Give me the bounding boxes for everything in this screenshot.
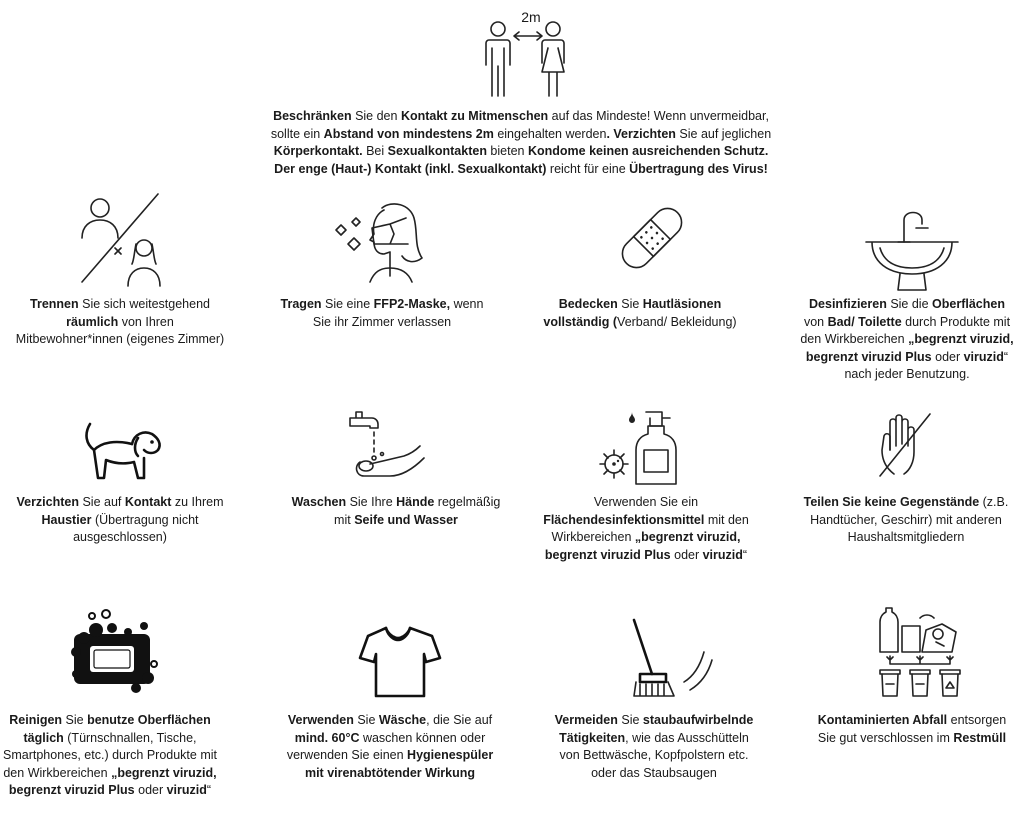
emphasis-text: Kondome keinen ausreichenden Schutz. Der enge (Haut-) Kontakt (inkl. Sexualkontakt) bbox=[274, 144, 769, 176]
body-text: (Übertragung nicht ausgeschlossen) bbox=[73, 512, 199, 544]
tip-clean-surfaces-text bbox=[2, 712, 218, 800]
broom-icon bbox=[624, 616, 716, 702]
emphasis-text: Wäsche bbox=[378, 713, 427, 727]
body-text: Sie bbox=[353, 713, 379, 727]
emphasis-text: räumlich bbox=[66, 314, 119, 329]
body-text: regelmäßig mit bbox=[334, 495, 501, 527]
emphasis-text: viruzid bbox=[963, 349, 1004, 364]
waste-bins-icon bbox=[874, 604, 966, 700]
body-text: Sie auf jeglichen bbox=[675, 126, 772, 141]
emphasis-text: „begrenzt viruzid, begrenzt viruzid Plus bbox=[8, 765, 217, 797]
body-text: oder bbox=[670, 547, 703, 562]
emphasis-text: Seife und Wasser bbox=[354, 512, 458, 527]
emphasis-text: . Verzichten bbox=[606, 126, 676, 141]
body-text: entsorgen Sie gut verschlossen im bbox=[817, 713, 1007, 745]
emphasis-text: Kontakt bbox=[124, 495, 172, 509]
tip-separate-text bbox=[14, 296, 226, 349]
emphasis-text: Desinfizieren bbox=[809, 297, 887, 311]
bandage-icon bbox=[614, 200, 690, 276]
body-text: Sie bbox=[617, 713, 643, 727]
tip-wash-hands-text bbox=[290, 494, 502, 529]
tip-mask-text bbox=[276, 296, 488, 331]
tip-pets-text bbox=[14, 494, 226, 547]
body-text: “ nach jeder Benutzung. bbox=[844, 349, 1009, 381]
distance-label: 2m bbox=[521, 9, 541, 25]
body-text: oder bbox=[134, 783, 167, 797]
emphasis-text: Sexualkontakten bbox=[387, 144, 487, 158]
body-text: bieten bbox=[486, 144, 528, 158]
body-text: von Ihren Mitbewohner*innen (eigenes Zimmer) bbox=[15, 314, 225, 346]
phone-cleaning-icon bbox=[66, 608, 158, 694]
body-text: auf das Mindeste! Wenn unvermeidbar, sollte ein bbox=[270, 109, 769, 141]
sink-icon bbox=[864, 208, 960, 292]
body-text: Sie eine bbox=[321, 297, 374, 311]
emphasis-text: Hautläsionen vollständig ( bbox=[543, 297, 722, 329]
body-text: mit den Wirkbereichen bbox=[551, 512, 749, 544]
hand-washing-icon bbox=[346, 410, 428, 486]
emphasis-text: Abstand von mindestens 2m bbox=[323, 126, 494, 141]
emphasis-text: Kontaminierten Abfall bbox=[817, 713, 948, 727]
body-text: wenn Sie ihr Zimmer verlassen bbox=[312, 297, 484, 329]
body-text: Sie bbox=[617, 297, 643, 311]
emphasis-text: staubaufwirbelnde Tätigkeiten bbox=[559, 713, 754, 745]
emphasis-text: Bad/ Toilette bbox=[827, 314, 902, 329]
tip-surface-disinfectant-text bbox=[540, 494, 752, 564]
people-separated-icon bbox=[78, 192, 160, 288]
tip-laundry-text bbox=[284, 712, 496, 782]
body-text: Sie sich weitestgehend bbox=[78, 297, 210, 311]
ffp2-mask-icon bbox=[330, 200, 430, 284]
body-text: Bei bbox=[362, 144, 388, 158]
body-text: reicht für eine bbox=[546, 161, 630, 176]
emphasis-text: Übertragung des Virus! bbox=[629, 161, 768, 176]
emphasis-text: Körperkontakt. bbox=[273, 144, 363, 158]
emphasis-text: Reinigen bbox=[9, 713, 63, 727]
body-text: waschen können oder verwenden Sie einen bbox=[286, 730, 486, 762]
body-text: Sie den bbox=[351, 109, 401, 123]
tip-no-sharing-text bbox=[800, 494, 1012, 547]
emphasis-text: mind. 60°C bbox=[294, 730, 360, 745]
tip-waste-text bbox=[812, 712, 1012, 747]
emphasis-text: viruzid bbox=[166, 783, 207, 797]
emphasis-text: Waschen bbox=[291, 495, 347, 509]
emphasis-text: Oberflächen bbox=[932, 297, 1005, 311]
hand-crossed-icon bbox=[878, 412, 934, 478]
emphasis-text: Beschränken bbox=[273, 109, 352, 123]
tip-cover-skin-text bbox=[540, 296, 740, 331]
body-text: “ bbox=[206, 783, 212, 797]
body-text: oder bbox=[931, 349, 964, 364]
emphasis-text: Hände bbox=[396, 495, 435, 509]
emphasis-text: Verwenden bbox=[287, 713, 354, 727]
body-text: , die Sie auf bbox=[426, 713, 493, 727]
body-text: Sie auf bbox=[79, 495, 125, 509]
emphasis-text: Bedecken bbox=[558, 297, 618, 311]
body-text: Sie die bbox=[886, 297, 933, 311]
emphasis-text: Flächendesinfektionsmittel bbox=[543, 512, 705, 527]
body-text: (Türnschnallen, Tische, Smartphones, etc.) durch Produkte mit den Wirkbereichen bbox=[3, 730, 217, 780]
body-text: Sie Ihre bbox=[346, 495, 397, 509]
body-text: Verwenden Sie ein bbox=[593, 495, 699, 509]
emphasis-text: viruzid bbox=[702, 547, 743, 562]
body-text: zu Ihrem bbox=[171, 495, 224, 509]
emphasis-text: Verzichten bbox=[16, 495, 79, 509]
body-text: “ bbox=[742, 547, 748, 562]
emphasis-text: Vermeiden bbox=[554, 713, 618, 727]
emphasis-text: Teilen Sie keine Gegenstände bbox=[803, 495, 980, 509]
dog-icon bbox=[82, 420, 164, 486]
emphasis-text: „begrenzt viruzid, begrenzt viruzid Plus bbox=[805, 332, 1014, 364]
tip-disinfect-bathroom-text bbox=[800, 296, 1014, 384]
emphasis-text: FFP2-Maske, bbox=[373, 297, 451, 311]
body-text: Sie bbox=[62, 713, 88, 727]
emphasis-text: „begrenzt viruzid, begrenzt viruzid Plus bbox=[544, 530, 741, 562]
tip-dust-text bbox=[548, 712, 760, 782]
emphasis-text: Kontakt zu Mitmenschen bbox=[400, 109, 549, 123]
emphasis-text: Trennen bbox=[30, 297, 79, 311]
disinfectant-bottle-icon bbox=[594, 406, 690, 488]
emphasis-text: benutze Oberflächen täglich bbox=[23, 713, 211, 745]
emphasis-text: Tragen bbox=[280, 297, 322, 311]
body-text: von bbox=[803, 314, 828, 329]
emphasis-text: Haustier bbox=[41, 512, 92, 527]
tshirt-icon bbox=[356, 624, 440, 700]
emphasis-text: Hygienespüler mit virenabtötender Wirkung bbox=[304, 748, 494, 780]
body-text: Verband/ Bekleidung) bbox=[617, 314, 737, 329]
header-text bbox=[262, 108, 780, 178]
body-text: , wie das Ausschütteln von Bettwäsche, Kopfpolstern etc. oder das Staubsaugen bbox=[559, 730, 749, 780]
body-text: (z.B. Handtücher, Geschirr) mit anderen Haushaltsmitgliedern bbox=[810, 495, 1009, 544]
body-text: eingehalten werden bbox=[493, 126, 607, 141]
emphasis-text: Restmüll bbox=[953, 730, 1007, 745]
body-text: durch Produkte mit den Wirkbereichen bbox=[800, 314, 1011, 346]
